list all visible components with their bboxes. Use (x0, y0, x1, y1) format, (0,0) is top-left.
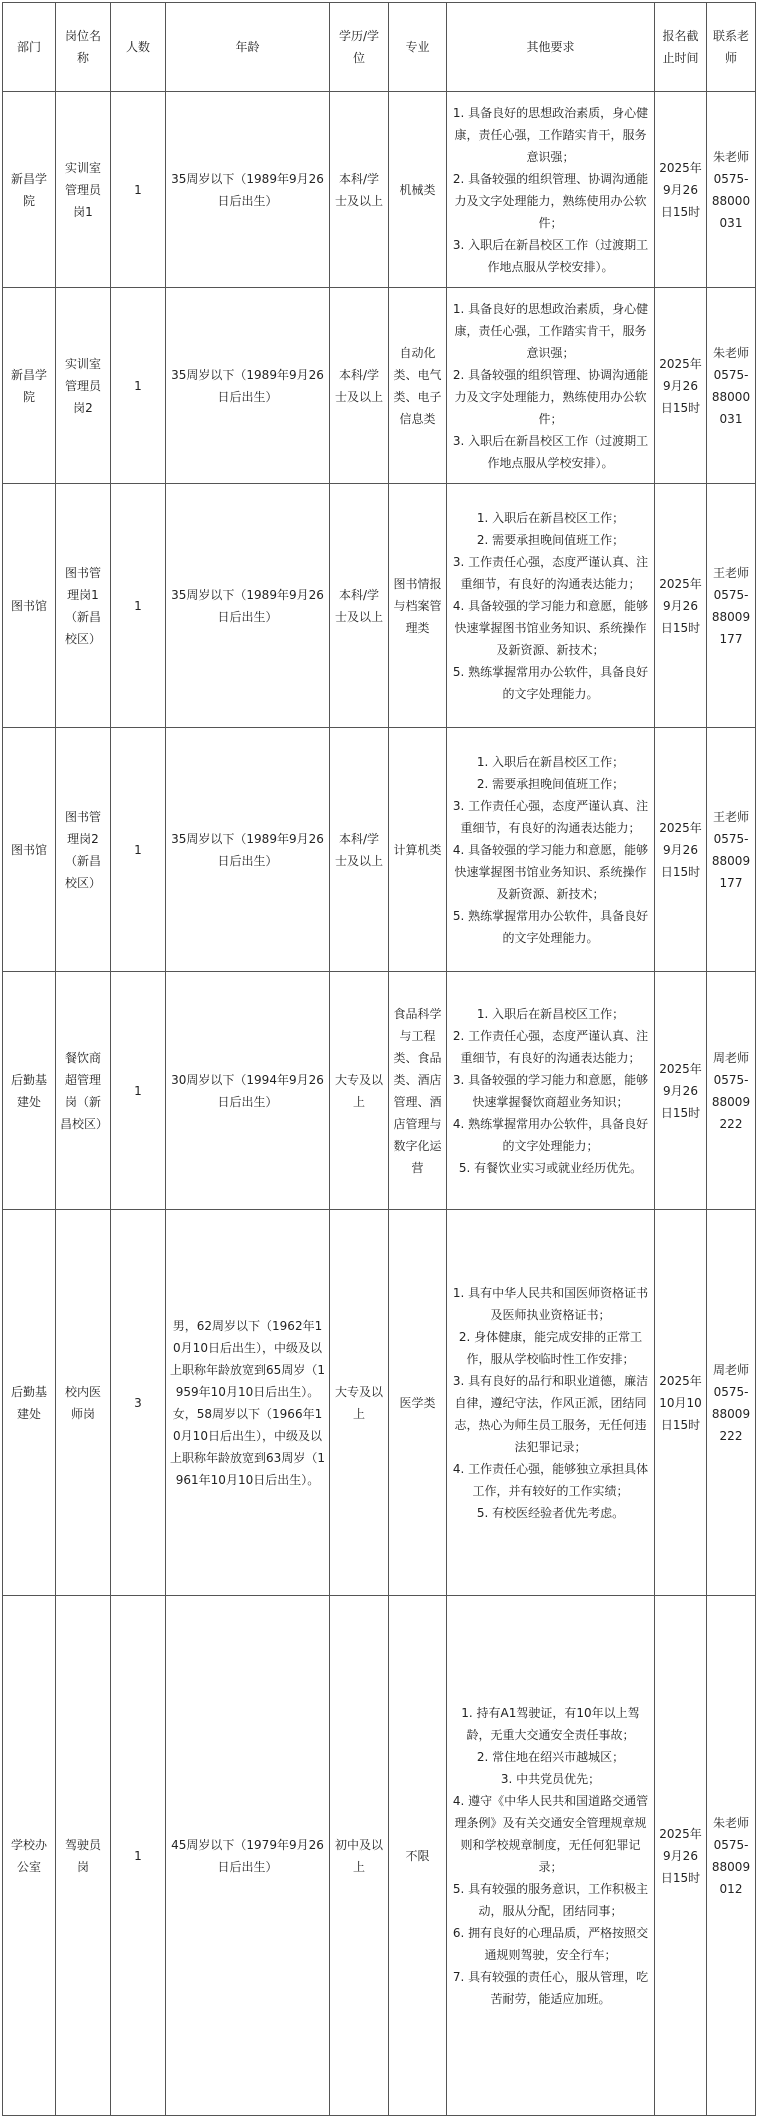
requirement-item: 1. 入职后在新昌校区工作； (476, 1006, 625, 1021)
requirement-item: 5. 熟练掌握常用办公软件，具备良好的文字处理能力。 (452, 664, 649, 701)
contact-cell: 朱老师0575-88000031 (707, 288, 756, 484)
requirement-item: 3. 具有良好的品行和职业道德，廉洁自律，遵纪守法，作风正派，团结同志，热心为师生员工服务，无任何违法犯罪记录； (452, 1373, 649, 1454)
requirement-item: 3. 入职后在新昌校区工作（过渡期工作地点服从学校安排）。 (452, 237, 649, 274)
deadline-cell: 2025年9月26日15时 (655, 484, 707, 728)
post-cell: 实训室管理员岗2 (56, 288, 111, 484)
requirement-item: 3. 入职后在新昌校区工作（过渡期工作地点服从学校安排）。 (452, 433, 649, 470)
table-row (3, 728, 756, 972)
header-dept: 部门 (3, 3, 56, 92)
requirement-item: 2. 身体健康，能完成安排的正常工作，服从学校临时性工作安排； (458, 1329, 643, 1366)
education-cell: 大专及以上 (330, 1210, 389, 1596)
requirement-item: 1. 具有中华人民共和国医师资格证书及医师执业资格证书； (452, 1285, 649, 1322)
table-row (3, 1596, 756, 2116)
requirements-cell (447, 972, 655, 1210)
header-contact: 联系老师 (707, 3, 756, 92)
requirement-item: 2. 工作责任心强，态度严谨认真、注重细节，有良好的沟通表达能力； (452, 1028, 649, 1065)
recruitment-table (2, 2, 756, 2116)
age-cell: 30周岁以下（1994年9月26日后出生） (166, 972, 330, 1210)
contact-cell: 朱老师0575-88000031 (707, 92, 756, 288)
contact-cell: 周老师0575-88009222 (707, 972, 756, 1210)
header-requirements: 其他要求 (447, 3, 655, 92)
count-cell: 1 (111, 92, 166, 288)
requirement-item: 1. 具备良好的思想政治素质，身心健康，责任心强，工作踏实肯干，服务意识强； (452, 301, 649, 360)
table-row (3, 92, 756, 288)
requirements-cell (447, 288, 655, 484)
requirement-item: 2. 需要承担晚间值班工作； (476, 532, 625, 547)
post-cell: 图书管理岗2（新昌校区） (56, 728, 111, 972)
header-education: 学历/学位 (330, 3, 389, 92)
education-cell: 本科/学士及以上 (330, 728, 389, 972)
contact-cell: 王老师0575-88009177 (707, 484, 756, 728)
requirement-item: 7. 具有较强的责任心，服从管理，吃苦耐劳，能适应加班。 (452, 1969, 649, 2006)
post-cell: 校内医师岗 (56, 1210, 111, 1596)
requirements-cell (447, 92, 655, 288)
deadline-cell: 2025年9月26日15时 (655, 288, 707, 484)
post-cell: 图书管理岗1（新昌校区） (56, 484, 111, 728)
major-cell: 图书情报与档案管理类 (389, 484, 447, 728)
count-cell: 1 (111, 1596, 166, 2116)
major-cell: 医学类 (389, 1210, 447, 1596)
header-post: 岗位名称 (56, 3, 111, 92)
requirement-item: 1. 具备良好的思想政治素质，身心健康，责任心强，工作踏实肯干，服务意识强； (452, 105, 649, 164)
requirement-item: 4. 具备较强的学习能力和意愿，能够快速掌握图书馆业务知识、系统操作及新资源、新技术； (452, 598, 649, 657)
requirement-item: 2. 常住地在绍兴市越城区； (476, 1749, 625, 1764)
major-cell: 自动化类、电气类、电子信息类 (389, 288, 447, 484)
contact-cell: 周老师0575-88009222 (707, 1210, 756, 1596)
requirement-item: 2. 需要承担晚间值班工作； (476, 776, 625, 791)
deadline-cell: 2025年9月26日15时 (655, 728, 707, 972)
deadline-cell: 2025年10月10日15时 (655, 1210, 707, 1596)
dept-cell: 新昌学院 (3, 288, 56, 484)
age-cell: 35周岁以下（1989年9月26日后出生） (166, 728, 330, 972)
dept-cell: 新昌学院 (3, 92, 56, 288)
requirement-item: 6. 拥有良好的心理品质，严格按照交通规则驾驶，安全行车； (452, 1925, 649, 1962)
education-cell: 初中及以上 (330, 1596, 389, 2116)
header-count: 人数 (111, 3, 166, 92)
requirements-cell (447, 728, 655, 972)
age-cell: 男，62周岁以下（1962年10月10日后出生），中级及以上职称年龄放宽到65周岁（1959年10月10日后出生）。女，58周岁以下（1966年10月10日后出生），中级及以上职称年龄放宽到63周岁（1961年10月10日后出生）。 (166, 1210, 330, 1596)
count-cell: 3 (111, 1210, 166, 1596)
age-cell: 35周岁以下（1989年9月26日后出生） (166, 288, 330, 484)
count-cell: 1 (111, 484, 166, 728)
age-cell: 45周岁以下（1979年9月26日后出生） (166, 1596, 330, 2116)
requirement-item: 3. 中共党员优先； (500, 1771, 601, 1786)
age-cell: 35周岁以下（1989年9月26日后出生） (166, 484, 330, 728)
count-cell: 1 (111, 728, 166, 972)
header-major: 专业 (389, 3, 447, 92)
deadline-cell: 2025年9月26日15时 (655, 1596, 707, 2116)
requirement-item: 5. 有校医经验者优先考虑。 (476, 1505, 625, 1520)
education-cell: 本科/学士及以上 (330, 484, 389, 728)
requirement-item: 2. 具备较强的组织管理、协调沟通能力及文字处理能力，熟练使用办公软件； (452, 171, 649, 230)
major-cell: 食品科学与工程类、食品类、酒店管理、酒店管理与数字化运营 (389, 972, 447, 1210)
requirement-item: 3. 工作责任心强，态度严谨认真、注重细节，有良好的沟通表达能力； (452, 554, 649, 591)
requirement-item: 2. 具备较强的组织管理、协调沟通能力及文字处理能力，熟练使用办公软件； (452, 367, 649, 426)
table-row (3, 972, 756, 1210)
major-cell: 机械类 (389, 92, 447, 288)
requirements-cell (447, 484, 655, 728)
requirement-item: 5. 有餐饮业实习或就业经历优先。 (458, 1160, 643, 1175)
education-cell: 本科/学士及以上 (330, 92, 389, 288)
requirement-item: 4. 遵守《中华人民共和国道路交通管理条例》及有关交通安全管理规章规则和学校规章制度，无任何犯罪记录； (452, 1793, 649, 1874)
dept-cell: 学校办公室 (3, 1596, 56, 2116)
deadline-cell: 2025年9月26日15时 (655, 92, 707, 288)
requirement-item: 5. 熟练掌握常用办公软件，具备良好的文字处理能力。 (452, 908, 649, 945)
requirement-item: 1. 持有A1驾驶证，有10年以上驾龄，无重大交通安全责任事故； (461, 1705, 640, 1742)
post-cell: 实训室管理员岗1 (56, 92, 111, 288)
dept-cell: 图书馆 (3, 484, 56, 728)
header-age: 年龄 (166, 3, 330, 92)
count-cell: 1 (111, 972, 166, 1210)
header-row (3, 3, 756, 92)
requirement-item: 1. 入职后在新昌校区工作； (476, 754, 625, 769)
requirement-item: 1. 入职后在新昌校区工作； (476, 510, 625, 525)
requirement-item: 4. 具备较强的学习能力和意愿，能够快速掌握图书馆业务知识、系统操作及新资源、新技术； (452, 842, 649, 901)
table-row (3, 1210, 756, 1596)
major-cell: 计算机类 (389, 728, 447, 972)
age-cell: 35周岁以下（1989年9月26日后出生） (166, 92, 330, 288)
post-cell: 驾驶员岗 (56, 1596, 111, 2116)
contact-cell: 朱老师0575-88009012 (707, 1596, 756, 2116)
dept-cell: 图书馆 (3, 728, 56, 972)
requirement-item: 5. 具有较强的服务意识，工作积极主动，服从分配，团结同事； (452, 1881, 649, 1918)
table-row (3, 484, 756, 728)
requirement-item: 3. 具备较强的学习能力和意愿，能够快速掌握餐饮商超业务知识； (452, 1072, 649, 1109)
table-row (3, 288, 756, 484)
requirements-cell (447, 1210, 655, 1596)
major-cell: 不限 (389, 1596, 447, 2116)
dept-cell: 后勤基建处 (3, 972, 56, 1210)
requirements-cell (447, 1596, 655, 2116)
count-cell: 1 (111, 288, 166, 484)
deadline-cell: 2025年9月26日15时 (655, 972, 707, 1210)
requirement-item: 4. 熟练掌握常用办公软件，具备良好的文字处理能力； (452, 1116, 649, 1153)
education-cell: 大专及以上 (330, 972, 389, 1210)
post-cell: 餐饮商超管理岗（新昌校区） (56, 972, 111, 1210)
dept-cell: 后勤基建处 (3, 1210, 56, 1596)
requirement-item: 3. 工作责任心强，态度严谨认真、注重细节，有良好的沟通表达能力； (452, 798, 649, 835)
header-deadline: 报名截止时间 (655, 3, 707, 92)
contact-cell: 王老师0575-88009177 (707, 728, 756, 972)
requirement-item: 4. 工作责任心强，能够独立承担具体工作，并有较好的工作实绩； (452, 1461, 649, 1498)
education-cell: 本科/学士及以上 (330, 288, 389, 484)
